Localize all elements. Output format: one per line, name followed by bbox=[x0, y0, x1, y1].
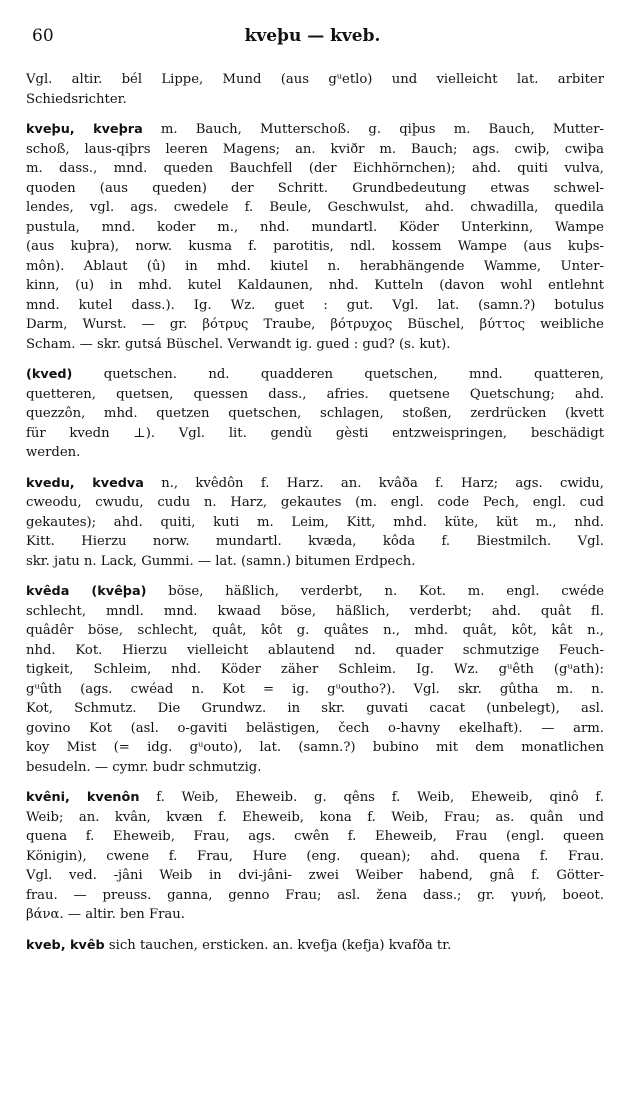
entry-text: m. dass., mnd. queden Bauchfell (der Eichhörnchen); ahd. quiti vulva, bbox=[26, 161, 604, 176]
entry-line bbox=[26, 474, 604, 494]
entry-text: (aus kuþra), norw. kusma f. parotitis, ndl. kossem Wampe (aus kuþs- bbox=[26, 239, 604, 254]
entry-text: gekautes); ahd. quiti, kuti m. Leim, Kitt, mhd. küte, küt m., nhd. bbox=[26, 514, 604, 530]
entry-text: mnd. kutel dass.). Ig. Wz. guet : gut. Vgl. lat. (samn.?) botulus bbox=[26, 297, 604, 313]
dictionary-entry bbox=[26, 365, 604, 463]
dictionary-entry bbox=[26, 474, 604, 572]
entry-line bbox=[26, 493, 604, 513]
entry-line bbox=[26, 827, 604, 847]
entry-line bbox=[26, 758, 604, 778]
entry-line bbox=[26, 552, 604, 572]
entry-line bbox=[26, 847, 604, 867]
entry-text: quetteren, quetsen, quessen dass., afries. quetsene Quetschung; ahd. bbox=[26, 386, 604, 402]
entry-headword: kveb, kvêb bbox=[26, 937, 105, 953]
dictionary-entry bbox=[26, 936, 604, 956]
entry-line bbox=[26, 680, 604, 700]
entry-line bbox=[26, 315, 604, 335]
entry-line bbox=[26, 738, 604, 758]
entry-headword: kvedu, kvedva bbox=[26, 475, 144, 491]
entry-line bbox=[26, 218, 604, 238]
entry-text: Darm, Wurst. — gr. βότρυς Traube, βότρυχος Büschel, βύττος weibliche bbox=[26, 317, 604, 332]
entry-line bbox=[26, 198, 604, 218]
entry-text: besudeln. — cymr. budr schmutzig. bbox=[26, 759, 262, 775]
entry-text: böse, häßlich, verderbt, n. Kot. m. engl. cwéde bbox=[146, 584, 604, 599]
entry-text: Scham. — skr. gutsá Büschel. Verwandt ig. gued : gud? (s. kut). bbox=[26, 336, 451, 352]
entry-text: kinn, (u) in mhd. kutel Kaldaunen, nhd. Kutteln (davon wohl entlehnt bbox=[26, 278, 604, 293]
entry-line bbox=[26, 582, 604, 602]
entry-text: schlecht, mndl. mnd. kwaad böse, häßlich, verderbt; ahd. quât fl. bbox=[26, 603, 604, 619]
entry-text: Weib; an. kvân, kvæn f. Eheweib, kona f. Weib, Frau; as. quân und bbox=[26, 809, 604, 825]
entry-text: Vgl. ved. -jâni Weib in dvi-jâni- zwei Weiber habend, gnâ f. Götter- bbox=[26, 868, 604, 883]
page-number: 60 bbox=[32, 26, 54, 46]
entry-text: môn). Ablaut (û) in mhd. kiutel n. herabhängende Wamme, Unter- bbox=[26, 258, 604, 274]
entry-text: quâdêr böse, schlecht, quât, kôt g. quâtes n., mhd. quât, kôt, kât n., bbox=[26, 623, 604, 638]
entry-headword: kvêni, kvenôn bbox=[26, 790, 140, 805]
entry-text: quezzôn, mhd. quetzen quetschen, schlagen, stoßen, zerdrücken (kvett bbox=[26, 406, 604, 421]
dictionary-entry bbox=[26, 582, 604, 777]
entry-text: quoden (aus queden) der Schritt. Grundbedeutung etwas schwel- bbox=[26, 180, 604, 196]
entry-line bbox=[26, 641, 604, 661]
entry-headword: kveþu, kveþra bbox=[26, 122, 143, 137]
entry-line bbox=[26, 276, 604, 296]
entry-line bbox=[26, 936, 604, 956]
entry-line bbox=[26, 886, 604, 906]
entry-line bbox=[26, 159, 604, 179]
entry-text: für kvedn ⊥). Vgl. lit. gendù gèsti entzweispringen, beschädigt bbox=[26, 425, 604, 441]
entry-headword: kvêda (kvêþa) bbox=[26, 584, 147, 599]
entry-line bbox=[26, 621, 604, 641]
entry-line bbox=[26, 296, 604, 316]
entry-text: nhd. Kot. Hierzu vielleicht ablautend nd. quader schmutzige Feuch- bbox=[26, 642, 604, 658]
entry-line bbox=[26, 424, 604, 444]
entry-text: skr. jatu n. Lack, Gummi. — lat. (samn.) bitumen Erdpech. bbox=[26, 553, 416, 569]
entry-line bbox=[26, 660, 604, 680]
dictionary-entries bbox=[26, 70, 604, 966]
entry-text: quena f. Eheweib, Frau, ags. cwên f. Eheweib, Frau (engl. queen bbox=[26, 829, 604, 844]
entry-text: govino Kot (asl. o-gaviti belästigen, čech o-havny ekelhaft). — arm. bbox=[26, 720, 604, 736]
entry-line bbox=[26, 808, 604, 828]
entry-line bbox=[26, 513, 604, 533]
entry-line bbox=[26, 719, 604, 739]
entry-line bbox=[26, 699, 604, 719]
entry-line bbox=[26, 179, 604, 199]
entry-line bbox=[26, 140, 604, 160]
entry-text: pustula, mnd. koder m., nhd. mundartl. Köder Unterkinn, Wampe bbox=[26, 219, 604, 235]
dictionary-entry bbox=[26, 70, 604, 109]
entry-text: m. Bauch, Mutterschoß. g. qiþus m. Bauch, Mutter- bbox=[142, 122, 604, 137]
entry-line bbox=[26, 335, 604, 355]
entry-line bbox=[26, 120, 604, 140]
entry-line bbox=[26, 443, 604, 463]
entry-text: cweodu, cwudu, cudu n. Harz, gekautes (m. engl. code Pech, engl. cud bbox=[26, 495, 604, 510]
entry-text: Kitt. Hierzu norw. mundartl. kvæda, kôda f. Biestmilch. Vgl. bbox=[26, 534, 604, 549]
page-header bbox=[0, 26, 625, 50]
entry-text: f. Weib, Eheweib. g. qêns f. Weib, Eheweib, qinô f. bbox=[139, 790, 604, 805]
entry-line bbox=[26, 532, 604, 552]
entry-line bbox=[26, 905, 604, 925]
entry-text: βάνα. — altir. ben Frau. bbox=[26, 907, 185, 922]
running-head: kveþu — kveb. bbox=[244, 26, 381, 46]
entry-text: Vgl. altir. bél Lippe, Mund (aus gᵘetlo) und vielleicht lat. arbiter bbox=[26, 72, 604, 87]
entry-text: gᵘûth (ags. cwéad n. Kot = ig. gᵘoutho?). Vgl. skr. gûtha m. n. bbox=[26, 681, 604, 697]
entry-headword: (kved) bbox=[26, 367, 73, 382]
entry-text: lendes, vgl. ags. cwedele f. Beule, Geschwulst, ahd. chwadilla, quedila bbox=[26, 200, 604, 215]
entry-line bbox=[26, 90, 604, 110]
entry-text: werden. bbox=[26, 445, 81, 460]
entry-text: schoß, laus-qiþrs leeren Magens; an. kviðr m. Bauch; ags. cwiþ, cwiþa bbox=[26, 141, 604, 157]
entry-text: Kot, Schmutz. Die Grundwz. in skr. guvati cacat (unbelegt), asl. bbox=[26, 701, 604, 716]
entry-line bbox=[26, 257, 604, 277]
entry-line bbox=[26, 602, 604, 622]
entry-line bbox=[26, 70, 604, 90]
entry-line bbox=[26, 866, 604, 886]
entry-text: n., kvêdôn f. Harz. an. kvâða f. Harz; ags. cwidu, bbox=[143, 475, 604, 491]
dictionary-entry bbox=[26, 120, 604, 354]
entry-text: Königin), cwene f. Frau, Hure (eng. quean); ahd. quena f. Frau. bbox=[26, 848, 604, 864]
entry-line bbox=[26, 404, 604, 424]
entry-text: Schiedsrichter. bbox=[26, 91, 127, 107]
entry-line bbox=[26, 788, 604, 808]
entry-line bbox=[26, 385, 604, 405]
entry-text: tigkeit, Schleim, nhd. Köder zäher Schleim. Ig. Wz. gᵘêth (gᵘath): bbox=[26, 662, 604, 677]
dictionary-entry bbox=[26, 788, 604, 925]
entry-text: sich tauchen, ersticken. an. kvefja (kefja) kvafða tr. bbox=[104, 937, 452, 953]
entry-text: koy Mist (= idg. gᵘouto), lat. (samn.?) bubino mit dem monatlichen bbox=[26, 740, 604, 755]
entry-text: frau. — preuss. ganna, genno Frau; asl. žena dass.; gr. γυνή, boeot. bbox=[26, 887, 604, 903]
entry-line bbox=[26, 237, 604, 257]
entry-text: quetschen. nd. quadderen quetschen, mnd. quatteren, bbox=[72, 367, 604, 382]
entry-line bbox=[26, 365, 604, 385]
